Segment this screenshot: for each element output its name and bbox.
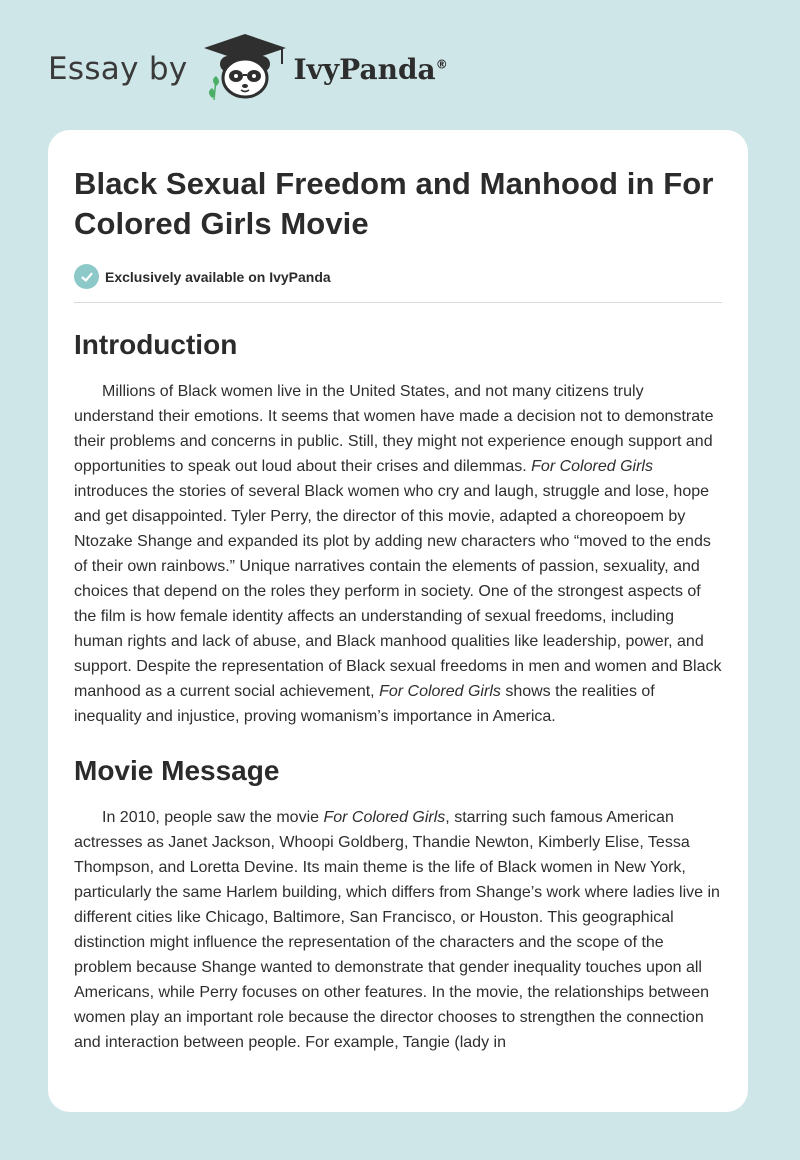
movie-title-italic: For Colored Girls	[379, 683, 501, 700]
title-divider	[74, 302, 722, 303]
check-icon	[74, 264, 99, 289]
essay-by-label: Essay by	[48, 51, 188, 87]
ivypanda-brand-name[interactable]: IvyPanda®	[293, 52, 448, 86]
site-header	[48, 34, 448, 104]
panda-graduate-icon[interactable]	[202, 32, 288, 107]
essay-title: Black Sexual Freedom and Manhood in For Colored Girls Movie	[74, 166, 714, 241]
exclusive-badge	[74, 264, 722, 289]
movie-title-italic: For Colored Girls	[531, 458, 653, 475]
section-heading-introduction: Introduction	[74, 329, 238, 360]
registered-mark: ®	[435, 57, 448, 72]
movie-message-paragraph: In 2010, people saw the movie For Colored Girls, starring such famous American actresses as Janet Jackson, Whoopi Goldberg, Thandie Newton, Kimberly Elise, Tessa Thompson, and Loretta Devine. Its main theme is the life of Black women in New York, particularly the same Harlem building, which differs from Shange’s work where ladies live in different cities like Chicago, Baltimore, San Francisco, or Houston. This geographical distinction might influence the representation of the characters and the scope of the problem because Shange wanted to demonstrate that gender inequality touches upon all Americans, while Perry focuses on other features. In the movie, the relationships between women play an important role because the director chooses to strengthen the connection and interaction between people. For example, Tangie (lady in	[74, 809, 720, 1051]
section-heading-movie-message: Movie Message	[74, 755, 280, 786]
movie-title-italic: For Colored Girls	[323, 809, 446, 826]
essay-card	[48, 130, 748, 1112]
introduction-paragraph: Millions of Black women live in the United States, and not many citizens truly understand their emotions. It seems that women have made a decision not to demonstrate their problems and concerns in public. Still, they might not experience enough support and opportunities to speak out loud about their crises and dilemmas. For Colored Girls introduces the stories of several Black women who cry and laugh, struggle and lose, hope and get disappointed. Tyler Perry, the director of this movie, adapted a choreopoem by Ntozake Shange and expanded its plot by adding new characters who “moved to the ends of their own rainbows.” Unique narratives contain the elements of passion, sexuality, and choices that depend on the roles they perform in society. One of the strongest aspects of the film is how female identity affects an understanding of sexual freedoms, including human rights and lack of abuse, and Black manhood qualities like leadership, power, and support. Despite the representation of Black sexual freedoms in men and women and Black manhood as a current social achievement, For Colored Girls shows the realities of inequality and injustice, proving womanism’s importance in America.	[74, 383, 722, 725]
exclusive-label: Exclusively available on IvyPanda	[105, 268, 331, 285]
